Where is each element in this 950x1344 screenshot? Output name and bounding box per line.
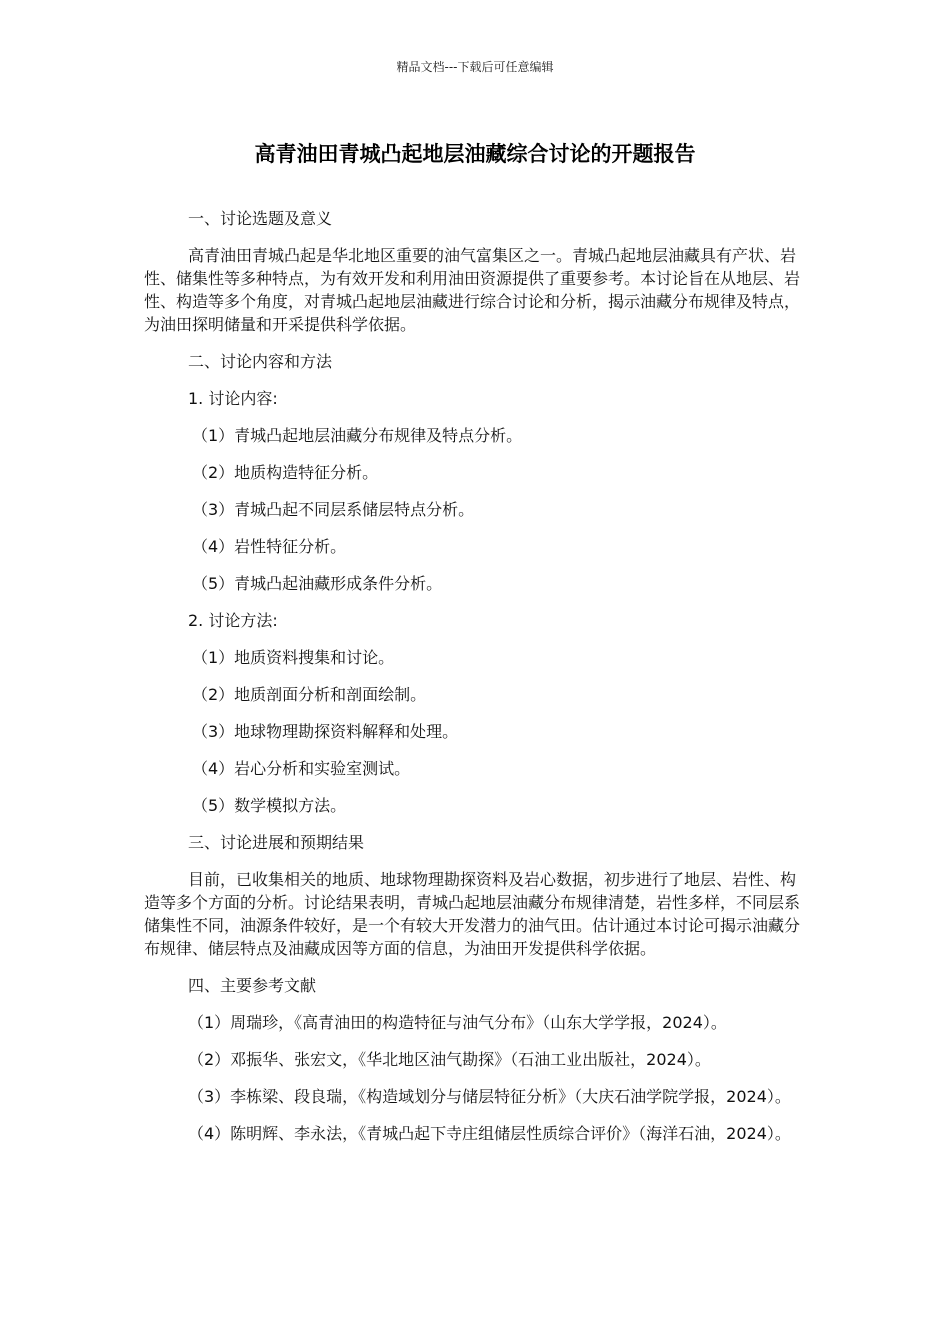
list-item: （2）地质剖面分析和剖面绘制。 — [192, 685, 427, 704]
section-heading-4: 四、主要参考文献 — [188, 976, 317, 995]
document-body — [144, 207, 804, 1145]
section-heading-2: 二、讨论内容和方法 — [188, 352, 333, 371]
reference-item: （3）李栋梁、段良瑞，《构造域划分与储层特征分析》（大庆石油学院学报，2024）。 — [188, 1087, 791, 1106]
list-item: （4）岩性特征分析。 — [192, 537, 347, 556]
document-title: 高青油田青城凸起地层油藏综合讨论的开题报告 — [254, 142, 696, 166]
list-item: （2）地质构造特征分析。 — [192, 463, 379, 482]
list-item: （3）地球物理勘探资料解释和处理。 — [192, 722, 459, 741]
method-subheading: 2. 讨论方法: — [188, 611, 278, 630]
list-item: （5）青城凸起油藏形成条件分析。 — [192, 574, 443, 593]
list-item: （5）数学模拟方法。 — [192, 796, 347, 815]
section-heading-3: 三、讨论进展和预期结果 — [188, 833, 365, 852]
section-3-paragraph: 目前，已收集相关的地质、地球物理勘探资料及岩心数据，初步进行了地层、岩性、构造等多个方面的分析。讨论结果表明，青城凸起地层油藏分布规律清楚，岩性多样，不同层系储集性不同，油源条件较好，是一个有较大开发潜力的油气田。估计通过本讨论可揭示油藏分布规律、储层特点及油藏成因等方面的信息，为油田开发提供科学依据。 — [144, 870, 801, 958]
section-heading-1: 一、讨论选题及意义 — [188, 209, 333, 228]
page-header: 精品文档---下载后可任意编辑 — [396, 60, 554, 74]
list-item: （1）地质资料搜集和讨论。 — [192, 648, 395, 667]
reference-item: （2）邓振华、张宏文，《华北地区油气勘探》（石油工业出版社，2024）。 — [188, 1050, 711, 1069]
list-item: （3）青城凸起不同层系储层特点分析。 — [192, 500, 475, 519]
reference-item: （1）周瑞珍，《高青油田的构造特征与油气分布》（山东大学学报，2024）。 — [188, 1013, 727, 1032]
reference-item: （4）陈明辉、李永法，《青城凸起下寺庄组储层性质综合评价》（海洋石油，2024）。 — [188, 1124, 791, 1143]
list-item: （4）岩心分析和实验室测试。 — [192, 759, 411, 778]
content-subheading: 1. 讨论内容: — [188, 389, 278, 408]
list-item: （1）青城凸起地层油藏分布规律及特点分析。 — [192, 426, 523, 445]
section-1-paragraph: 高青油田青城凸起是华北地区重要的油气富集区之一。青城凸起地层油藏具有产状、岩性、储集性等多种特点，为有效开发和利用油田资源提供了重要参考。本讨论旨在从地层、岩性、构造等多个角度，对青城凸起地层油藏进行综合讨论和分析，揭示油藏分布规律及特点，为油田探明储量和开采提供科学依据。 — [144, 246, 801, 334]
